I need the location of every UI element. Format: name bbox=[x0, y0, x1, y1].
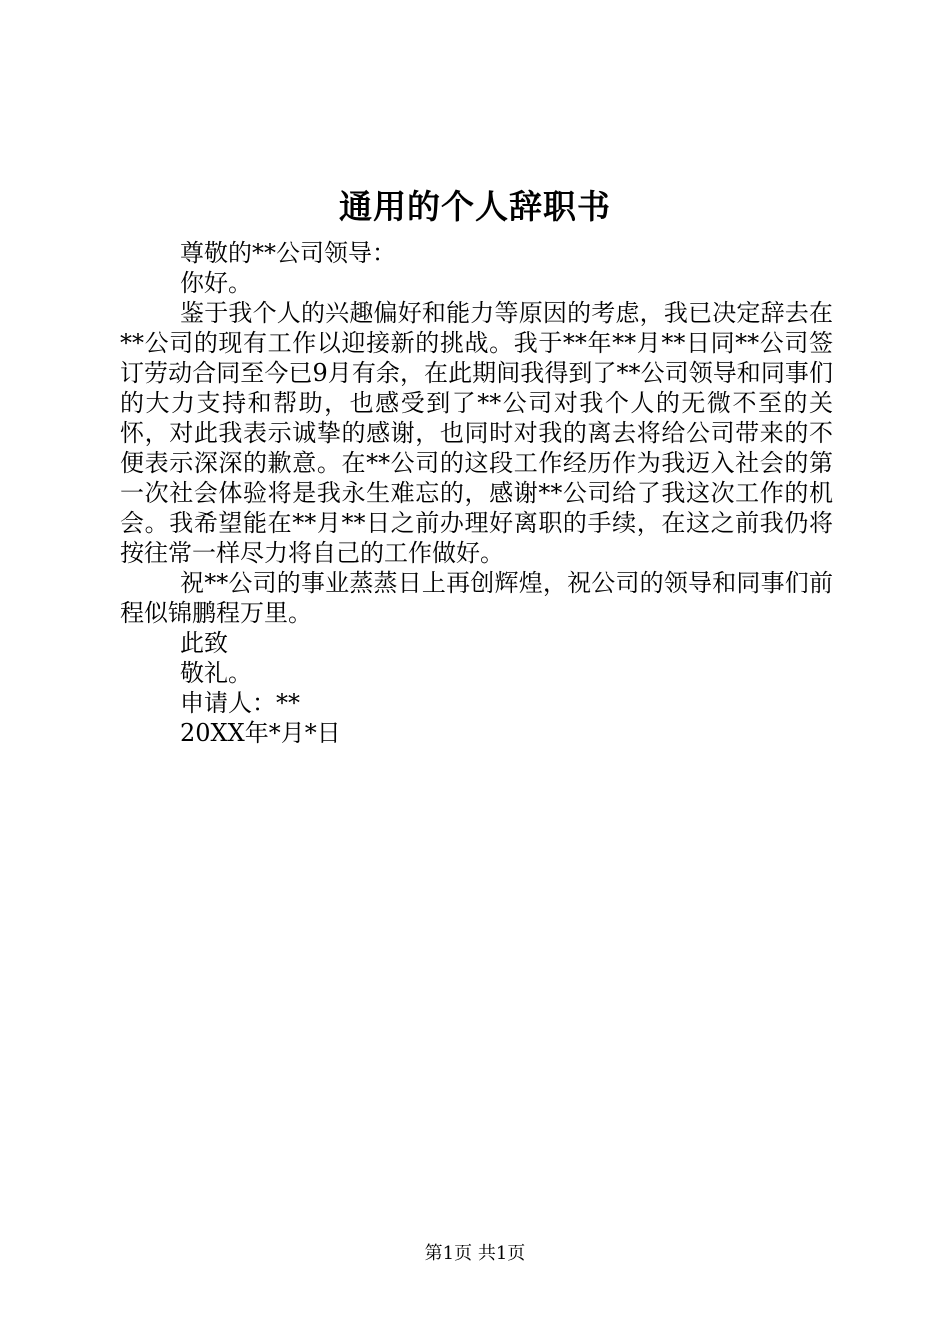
body-paragraph-wishes: 祝**公司的事业蒸蒸日上再创辉煌，祝公司的领导和同事们前程似锦鹏程万里。 bbox=[120, 569, 833, 627]
page-title: 通用的个人辞职书 bbox=[339, 187, 611, 226]
letter-body bbox=[120, 238, 833, 748]
salutation: 尊敬的**公司领导： bbox=[180, 239, 396, 267]
body-paragraph-main: 鉴于我个人的兴趣偏好和能力等原因的考虑，我已决定辞去在**公司的现有工作以迎接新的挑战。我于**年**月**日同**公司签订劳动合同至今已9月有余，在此期间我得到了**公司领导和同事们的大力支持和帮助，也感受到了**公司对我个人的无微不至的关怀，对此我表示诚挚的感谢，也同时对我的离去将给公司带来的不便表示深深的歉意。在**公司的这段工作经历作为我迈入社会的第一次社会体验将是我永生难忘的，感谢**公司给了我这次工作的机会。我希望能在**月**日之前办理好离职的手续，在这之前我仍将按往常一样尽力将自己的工作做好。 bbox=[120, 299, 833, 567]
closing-salute: 敬礼。 bbox=[180, 659, 252, 687]
page-footer: 第1页 共1页 bbox=[424, 1243, 526, 1264]
letter-date: 20XX年*月*日 bbox=[180, 719, 341, 747]
greeting: 你好。 bbox=[180, 269, 252, 297]
applicant-signature: 申请人：** bbox=[180, 689, 300, 717]
closing-regards: 此致 bbox=[180, 629, 228, 657]
